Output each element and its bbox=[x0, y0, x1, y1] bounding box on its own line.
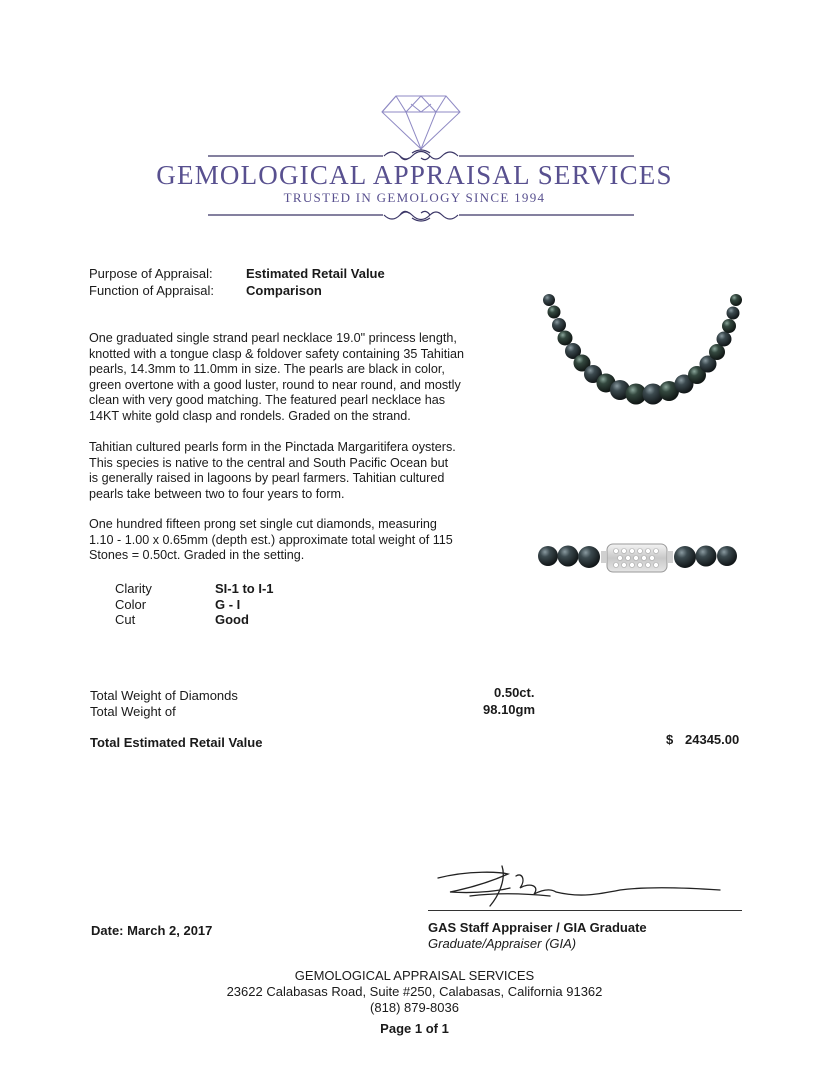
appraiser-name: GAS Staff Appraiser / GIA Graduate bbox=[428, 920, 647, 935]
diamonds-line: 1.10 - 1.00 x 0.65mm (depth est.) approximate total weight of 115 bbox=[89, 532, 453, 547]
pearl-necklace-photo bbox=[535, 280, 755, 420]
diamonds-paragraph bbox=[89, 517, 453, 564]
footer-address: 23622 Calabasas Road, Suite #250, Calabasas, California 91362 bbox=[226, 984, 603, 999]
description-line: clean with very good matching. The featured pearl necklace has bbox=[89, 393, 446, 408]
origin-line: is generally raised in lagoons by pearl farmers. Tahitian cultured bbox=[89, 471, 445, 486]
diamond-logo-icon bbox=[378, 92, 464, 152]
origin-line: Tahitian cultured pearls form in the Pinctada Margaritifera oysters. bbox=[89, 440, 456, 454]
total-weight-value: 98.10gm bbox=[483, 702, 536, 717]
origin-line: pearls take between two to four years to form. bbox=[89, 486, 345, 501]
total-retail-label: Total Estimated Retail Value bbox=[90, 735, 263, 750]
currency-symbol: $ bbox=[666, 732, 674, 747]
spec-color-value: G - I bbox=[215, 597, 241, 612]
spec-color-label: Color bbox=[115, 597, 147, 612]
company-title: GEMOLOGICAL APPRAISAL SERVICES bbox=[156, 160, 673, 190]
total-retail-value: 24345.00 bbox=[685, 732, 740, 747]
handwritten-signature bbox=[430, 860, 760, 912]
total-diamonds-value: 0.50ct. bbox=[494, 685, 535, 700]
footer-phone: (818) 879-8036 bbox=[370, 1000, 459, 1015]
purpose-label: Purpose of Appraisal: bbox=[89, 266, 213, 281]
origin-paragraph bbox=[89, 440, 456, 502]
diamonds-line: Stones = 0.50ct. Graded in the setting. bbox=[89, 548, 305, 563]
purpose-value: Estimated Retail Value bbox=[246, 266, 385, 281]
spec-clarity-value: SI-1 to I-1 bbox=[215, 581, 274, 596]
page-number: Page 1 of 1 bbox=[380, 1021, 449, 1036]
description-paragraph bbox=[89, 331, 464, 425]
appraiser-title: Graduate/Appraiser (GIA) bbox=[428, 936, 577, 951]
origin-line: This species is native to the central and South Pacific Ocean but bbox=[89, 455, 449, 470]
pearl-clasp-photo bbox=[538, 538, 743, 580]
footer-company: GEMOLOGICAL APPRAISAL SERVICES bbox=[294, 968, 535, 983]
company-tagline: TRUSTED IN GEMOLOGY SINCE 1994 bbox=[283, 190, 546, 205]
description-line: 14KT white gold clasp and rondels. Graded on the strand. bbox=[89, 408, 411, 423]
description-line: pearls, 14.3mm to 11.0mm in size. The pearls are black in color, bbox=[89, 362, 445, 377]
function-label: Function of Appraisal: bbox=[89, 283, 215, 298]
total-weight-label: Total Weight of bbox=[90, 704, 176, 719]
description-line: knotted with a tongue clasp & foldover safety containing 35 Tahitian bbox=[89, 346, 465, 361]
diamonds-line: One hundred fifteen prong set single cut diamonds, measuring bbox=[89, 517, 437, 531]
signature-line bbox=[428, 910, 742, 911]
description-line: One graduated single strand pearl necklace 19.0" princess length, bbox=[89, 331, 457, 345]
spec-cut-value: Good bbox=[215, 612, 249, 627]
spec-cut-label: Cut bbox=[115, 612, 136, 627]
appraisal-date: Date: March 2, 2017 bbox=[91, 923, 213, 938]
total-diamonds-label: Total Weight of Diamonds bbox=[90, 688, 238, 703]
description-line: green overtone with a good luster, round to near round, and mostly bbox=[89, 377, 461, 392]
function-value: Comparison bbox=[246, 283, 322, 298]
header-bottom-ornament bbox=[208, 204, 634, 226]
spec-clarity-label: Clarity bbox=[115, 581, 152, 596]
